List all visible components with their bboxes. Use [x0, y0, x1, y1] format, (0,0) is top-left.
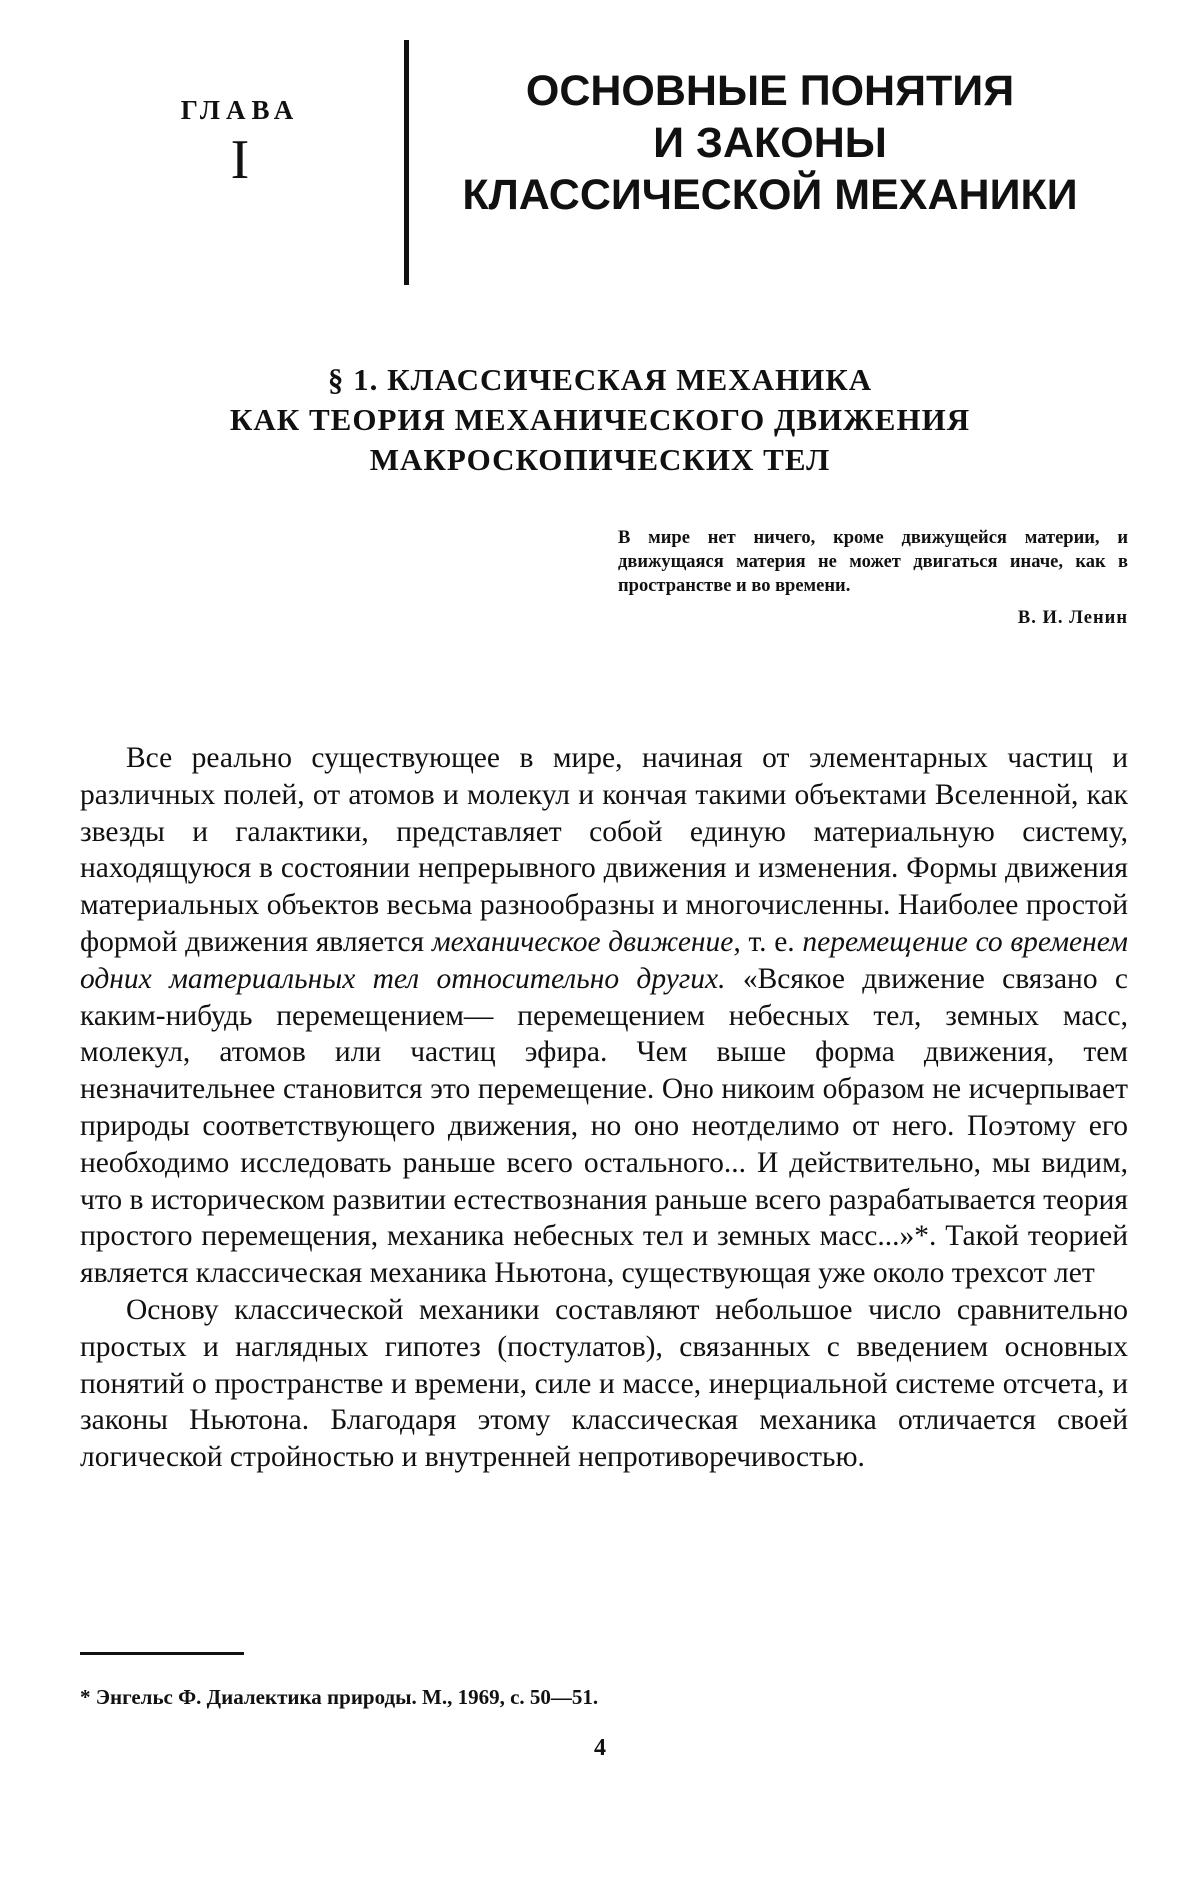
paragraph-text: Все реально существующее в мире, начиная от элементарных частиц и различных полей, от атомов и молекул и кончая такими объектами Вселенной, как звезды и галактики, представляет собой единую материальную систему, находящуюся в состоянии непрерывного движения и изменения. Формы движения материальных объектов весьма разнообразны и многочисленны. Наиболее простой формой движения является [80, 742, 1128, 958]
footnote: * Энгельс Ф. Диалектика природы. М., 1969, с. 50—51. [80, 1685, 599, 1709]
section-title-line: МАКРОСКОПИЧЕСКИХ ТЕЛ [369, 442, 831, 477]
chapter-title-line: КЛАССИЧЕСКОЙ МЕХАНИКИ [462, 171, 1078, 219]
paragraph: Основу классической механики составляют небольшое число сравнительно простых и наглядных гипотез (постулатов), связанных с введением основных понятий о пространстве и времени, силе и массе, инерциальной системе отсчета, и законы Ньютона. Благодаря этому классическая механика отличается своей логической стройностью и внутренней непротиворечивостью. [80, 1293, 1128, 1474]
body-text [80, 740, 1128, 1476]
chapter-number: I [230, 129, 250, 191]
section-title-line: КАК ТЕОРИЯ МЕХАНИЧЕСКОГО ДВИЖЕНИЯ [229, 402, 971, 437]
page-number: 4 [594, 1735, 606, 1761]
epigraph [618, 526, 1128, 630]
chapter-title-line: ОСНОВНЫЕ ПОНЯТИЯ [525, 67, 1015, 115]
chapter-label-group [150, 95, 330, 191]
chapter-title [420, 65, 1120, 221]
chapter-title-line: И ЗАКОНЫ [653, 119, 887, 167]
paragraph-text: «Всякое движение связано с каким-нибудь перемещением— перемещением небесных тел, земных масс, молекул, атомов или частиц эфира. Чем выше форма движения, тем незначительнее становится это перемещение. Оно никоим образом не исчерпывает природы соответствующего движения, но оно неотделимо от него. Поэтому его необходимо исследовать раньше всего остального... И действительно, мы видим, что в историческом развитии естествознания раньше всего разрабатывается теория простого перемещения, механика небесных тел и земных масс...»*. Такой теорией является классическая механика Ньютона, существующая уже около трехсот лет [80, 962, 1129, 1290]
footnote-divider [80, 1652, 244, 1655]
section-title [120, 360, 1080, 480]
chapter-label: ГЛАВА [180, 95, 300, 125]
epigraph-text: В мире нет ничего, кроме движущейся материи, и движущаяся материя не может двигаться иначе, как в пространстве и во времени. [618, 528, 1128, 596]
epigraph-author: В. И. Ленин [1017, 608, 1128, 628]
section-title-line: § 1. КЛАССИЧЕСКАЯ МЕХАНИКА [327, 362, 873, 397]
paragraph-text: т. е. [740, 925, 803, 958]
emphasis-text: перемещение со временем одних материальных тел относительно других. [80, 925, 1128, 995]
chapter-header [0, 40, 1200, 290]
chapter-divider [404, 40, 409, 285]
paragraph [80, 740, 1128, 1292]
emphasis-text: механическое движение, [431, 925, 741, 958]
